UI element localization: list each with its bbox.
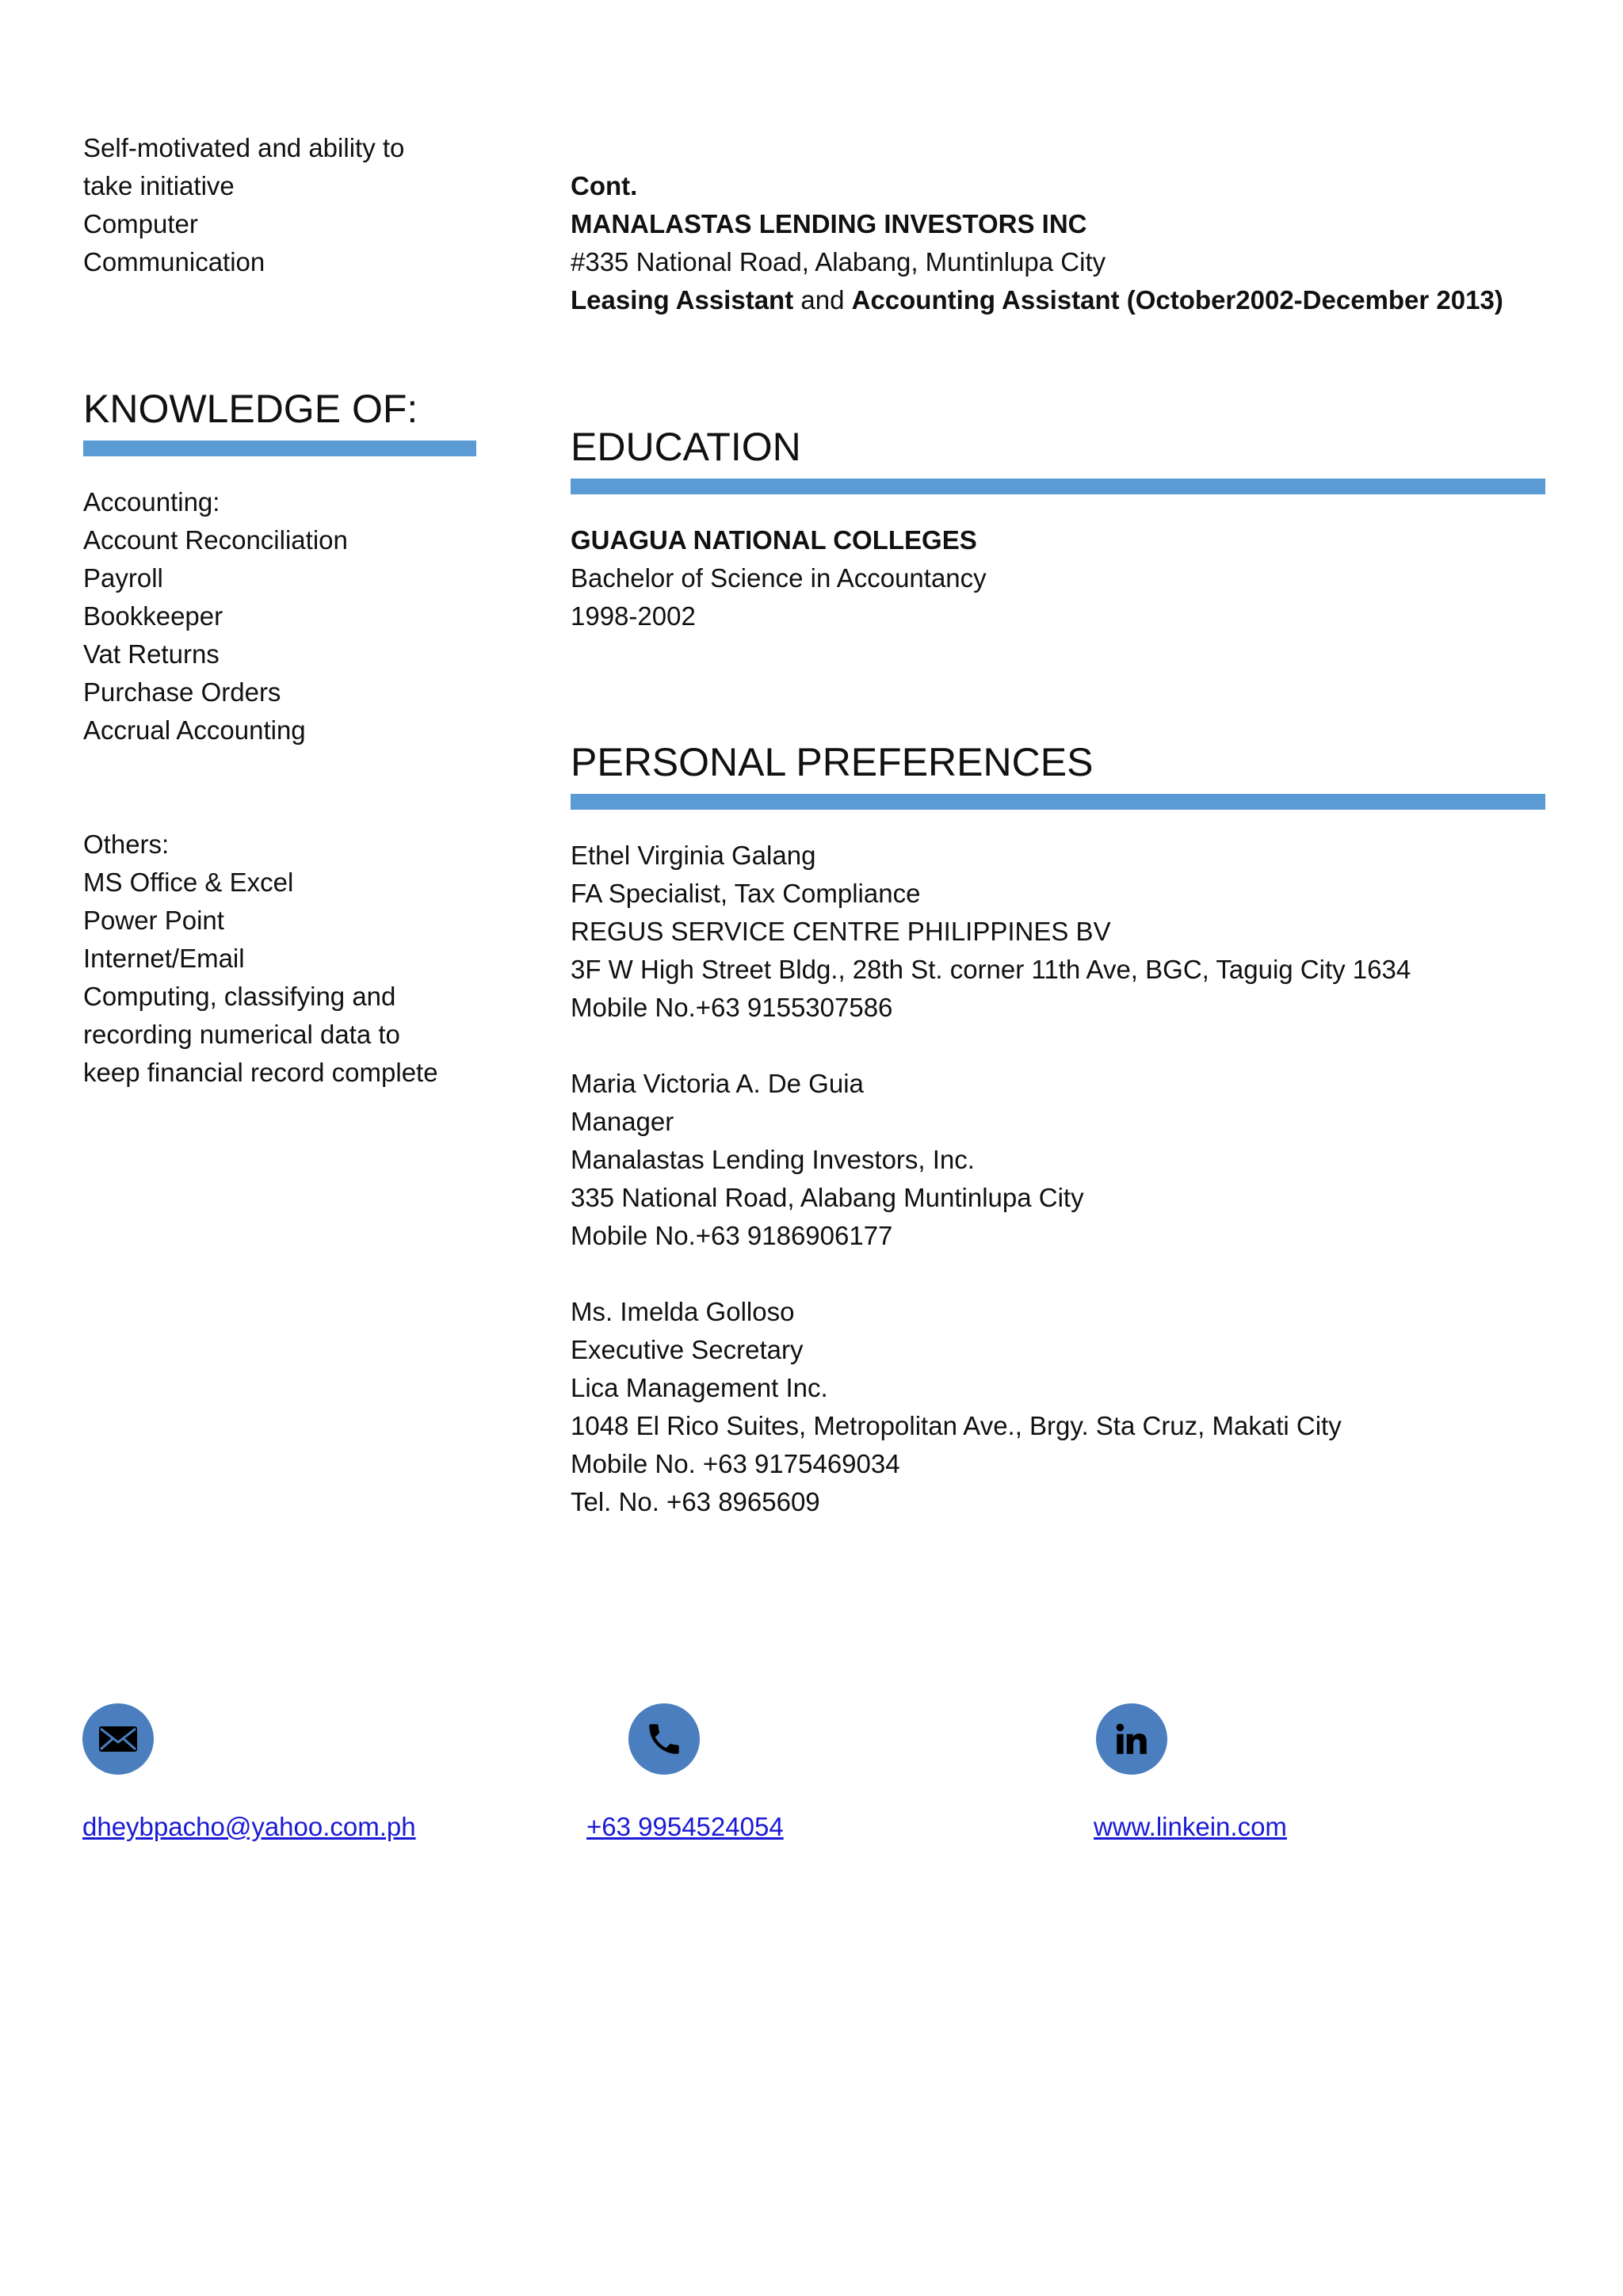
experience-role: Accounting Assistant (October2002-December 2013) xyxy=(851,285,1503,315)
knowledge-rule xyxy=(83,441,476,456)
reference-line: Ethel Virginia Galang xyxy=(571,841,816,870)
reference-line: Mobile No.+63 9186906177 xyxy=(571,1221,893,1250)
experience-cont: Cont. xyxy=(571,171,638,200)
reference-line: 1048 El Rico Suites, Metropolitan Ave., Brgy. Sta Cruz, Makati City xyxy=(571,1411,1342,1440)
accounting-item: Accrual Accounting xyxy=(83,715,306,745)
skill-item: Communication xyxy=(83,247,265,277)
reference-line: Ms. Imelda Golloso xyxy=(571,1297,795,1326)
reference-2 xyxy=(571,1065,1545,1255)
education-details xyxy=(571,521,1545,635)
others-item: recording numerical data to xyxy=(83,1020,400,1049)
preferences-rule xyxy=(571,794,1545,810)
experience-address: #335 National Road, Alabang, Muntinlupa City xyxy=(571,247,1106,277)
accounting-title: Accounting: xyxy=(83,487,220,517)
education-school: GUAGUA NATIONAL COLLEGES xyxy=(571,525,977,555)
others-item: Computing, classifying and xyxy=(83,982,396,1011)
experience-company: MANALASTAS LENDING INVESTORS INC xyxy=(571,209,1087,238)
knowledge-section xyxy=(83,385,495,456)
accounting-item: Bookkeeper xyxy=(83,601,223,631)
reference-line: REGUS SERVICE CENTRE PHILIPPINES BV xyxy=(571,917,1111,946)
linkedin-link[interactable]: www.linkein.com xyxy=(1094,1812,1287,1841)
others-item: MS Office & Excel xyxy=(83,868,294,897)
reference-line: Lica Management Inc. xyxy=(571,1373,828,1402)
email-link[interactable]: dheybpacho@yahoo.com.ph xyxy=(82,1812,416,1841)
reference-line: 3F W High Street Bldg., 28th St. corner 11th Ave, BGC, Taguig City 1634 xyxy=(571,955,1411,984)
education-heading: EDUCATION xyxy=(571,425,801,469)
others-list xyxy=(83,826,495,1092)
others-title: Others: xyxy=(83,830,170,859)
reference-line: Mobile No. +63 9175469034 xyxy=(571,1449,900,1478)
accounting-item: Payroll xyxy=(83,563,163,593)
linkedin-icon[interactable] xyxy=(1096,1703,1167,1775)
reference-line: Executive Secretary xyxy=(571,1335,804,1364)
reference-line: Mobile No.+63 9155307586 xyxy=(571,993,893,1022)
reference-line: Tel. No. +63 8965609 xyxy=(571,1487,820,1516)
experience-section xyxy=(571,167,1545,319)
phone-link[interactable]: +63 9954524054 xyxy=(586,1812,784,1841)
skills-list xyxy=(83,129,495,281)
reference-line: Maria Victoria A. De Guia xyxy=(571,1069,864,1098)
envelope-icon[interactable] xyxy=(82,1703,154,1775)
preferences-section xyxy=(571,738,1545,810)
experience-connector: and xyxy=(793,285,852,315)
accounting-list xyxy=(83,483,495,749)
skill-item: Computer xyxy=(83,209,198,238)
others-item: Power Point xyxy=(83,906,224,935)
others-item: keep financial record complete xyxy=(83,1058,438,1087)
accounting-item: Account Reconciliation xyxy=(83,525,348,555)
education-degree: Bachelor of Science in Accountancy xyxy=(571,563,987,593)
education-years: 1998-2002 xyxy=(571,601,696,631)
reference-line: 335 National Road, Alabang Muntinlupa City xyxy=(571,1183,1084,1212)
education-section xyxy=(571,423,1545,494)
skill-item: take initiative xyxy=(83,171,235,200)
skill-item: Self-motivated and ability to xyxy=(83,133,405,162)
education-rule xyxy=(571,479,1545,494)
reference-line: Manalastas Lending Investors, Inc. xyxy=(571,1145,975,1174)
experience-roles xyxy=(571,281,1545,319)
knowledge-heading: KNOWLEDGE OF: xyxy=(83,387,418,431)
experience-role: Leasing Assistant xyxy=(571,285,794,315)
reference-line: FA Specialist, Tax Compliance xyxy=(571,879,921,908)
accounting-item: Purchase Orders xyxy=(83,677,281,707)
preferences-heading: PERSONAL PREFERENCES xyxy=(571,740,1094,784)
reference-line: Manager xyxy=(571,1107,674,1136)
others-item: Internet/Email xyxy=(83,944,245,973)
phone-icon[interactable] xyxy=(628,1703,700,1775)
accounting-item: Vat Returns xyxy=(83,639,220,669)
reference-3 xyxy=(571,1293,1545,1521)
reference-1 xyxy=(571,837,1545,1027)
